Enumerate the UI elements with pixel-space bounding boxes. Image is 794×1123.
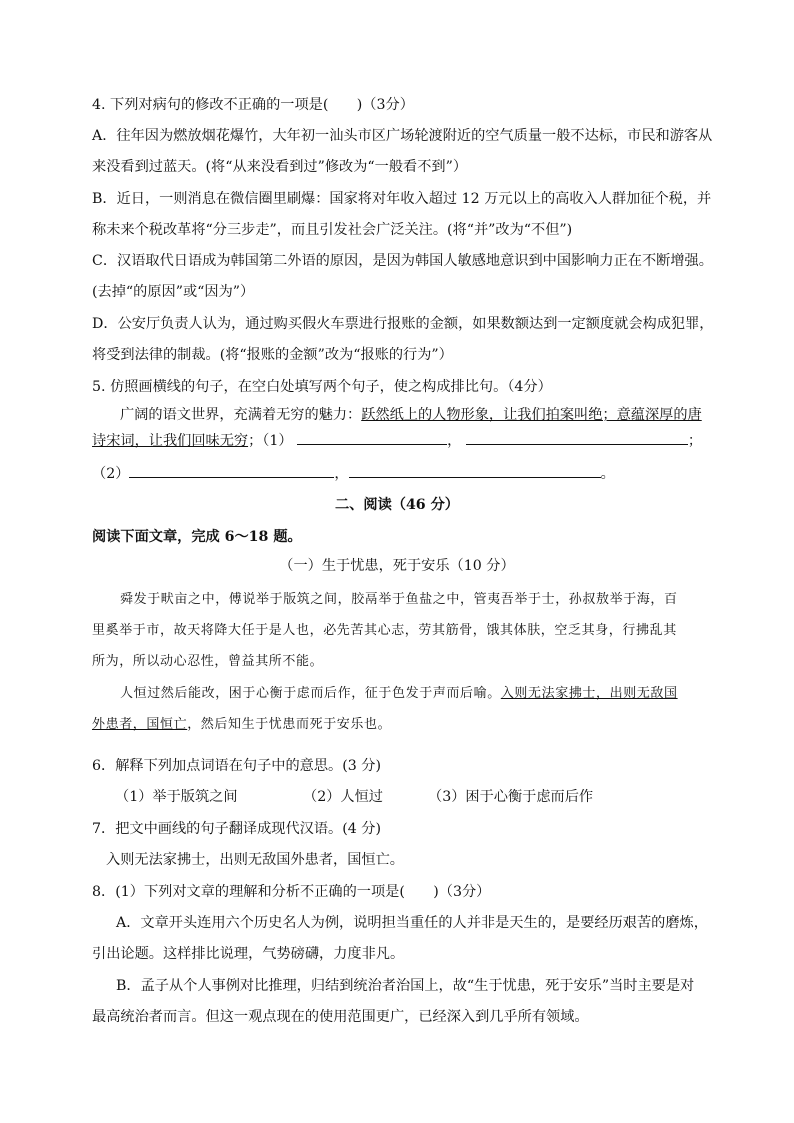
q5-paragraph-line3 [92, 463, 615, 484]
q4-option-b-line2: 称未来个税改革将“分三步走”，而且引发社会广泛关注。(将“并”改为“不但”) [92, 222, 573, 238]
q4-option-c-line2: (去掉“的原因”或“因为”） [92, 284, 255, 300]
section2-instruction: 阅读下面文章，完成 6～18 题。 [92, 529, 302, 545]
q4-option-d-line2: 将受到法律的制裁。(将“报账的金额”改为“报账的行为”） [92, 347, 453, 363]
q5-blank-2a[interactable] [129, 463, 334, 478]
q5-paragraph-line1 [120, 405, 702, 425]
passage-line4 [120, 684, 678, 704]
q4-option-d-line1: D．公安厅负责人认为，通过购买假火车票进行报账的金额，如果数额达到一定额度就会构成犯罪， [92, 316, 714, 332]
q5-model-sentence-part1: 跃然纸上的人物形象，让我们拍案叫绝；意蕴深厚的唐 [361, 407, 702, 423]
q5-blank1-label: ；（1） [248, 433, 293, 449]
q5-blank-1a[interactable] [297, 430, 447, 445]
q6-item-2: （2）人恒过 [303, 789, 383, 805]
passage-line1: 舜发于畎亩之中，傅说举于版筑之间，胶鬲举于鱼盐之中，管夷吾举于士，孙叔敖举于海，百 [120, 592, 678, 607]
q5-comma-2: ， [334, 466, 349, 482]
q5-period: 。 [600, 466, 615, 482]
section2-title: 二、阅读（46 分） [335, 497, 459, 513]
q5-semicolon: ； [687, 433, 703, 449]
passage-underlined-part1: 入则无法家拂士，出则无敌国 [500, 686, 678, 701]
q4-option-a-line2: 来没看到过蓝天。(将“从来没看到过”修改为“一般看不到”） [92, 159, 468, 175]
passage-line2: 里奚举于市，故天将降大任于是人也，必先苦其心志，劳其筋骨，饿其体肤，空乏其身，行拂乱其 [92, 623, 677, 638]
q6-item-3: （3）困于心衡于虑而后作 [428, 789, 594, 805]
passage-title: （一）生于忧患，死于安乐（10 分） [279, 558, 515, 574]
q8-option-a-line1: A．文章开头连用六个历史名人为例，说明担当重任的人并非是天生的，是要经历艰苦的磨炼， [116, 915, 708, 931]
q5-paragraph-line2 [92, 430, 702, 451]
passage-line4-text: 人恒过然后能改，困于心衡于虑而后作，征于色发于声而后喻。 [120, 686, 501, 701]
q8-option-a-line2: 引出论题。这样排比说理，气势磅礴，力度非凡。 [92, 946, 405, 962]
q5-comma-1: ， [447, 433, 462, 449]
q6-item-1: （1）举于版筑之间 [115, 789, 238, 805]
q8-stem: 8．(1）下列对文章的理解和分析不正确的一项是( )（3分） [92, 884, 491, 900]
q6-stem: 6．解释下列加点词语在句子中的意思。(3 分) [92, 758, 382, 774]
passage-line5-text: ，然后知生于忧患而死于安乐也。 [187, 717, 392, 732]
q4-stem: 4. 下列对病句的修改不正确的一项是( )（3分） [92, 97, 414, 113]
passage-line3: 所为，所以动心忍性，曾益其所不能。 [92, 654, 324, 669]
q7-stem: 7．把文中画线的句子翻译成现代汉语。(4 分) [92, 821, 382, 837]
q4-option-c-line1: C．汉语取代日语成为韩国第二外语的原因，是因为韩国人敏感地意识到中国影响力正在不断增强。 [92, 253, 713, 269]
q7-sentence: 入则无法家拂士，出则无敌国外患者，国恒亡。 [106, 852, 404, 868]
passage-line5 [92, 715, 391, 735]
q5-blank2-label: （2） [92, 466, 130, 482]
q5-lead-text: 广阔的语文世界，充满着无穷的魅力： [120, 407, 362, 423]
q5-stem: 5. 仿照画横线的句子，在空白处填写两个句子，使之构成排比句。（4分） [92, 379, 552, 395]
q4-option-b-line1: B．近日，一则消息在微信圈里刷爆：国家将对年收入超过 12 万元以上的高收入人群加征个税，并 [92, 191, 712, 207]
q5-blank-2b[interactable] [349, 463, 601, 478]
q8-option-b-line1: B．孟子从个人事例对比推理，归结到统治者治国上，故“生于忧患，死于安乐”当时主要是对 [116, 978, 695, 994]
q4-option-a-line1: A．往年因为燃放烟花爆竹，大年初一汕头市区广场轮渡附近的空气质量一般不达标，市民和游客从 [92, 128, 713, 144]
q8-option-b-line2: 最高统治者而言。但这一观点现在的使用范围更广，已经深入到几乎所有领域。 [92, 1009, 589, 1025]
q5-model-sentence-part2: 诗宋词，让我们回味无穷 [92, 433, 249, 449]
q5-blank-1b[interactable] [466, 430, 688, 445]
passage-underlined-part2: 外患者，国恒亡 [92, 717, 188, 732]
